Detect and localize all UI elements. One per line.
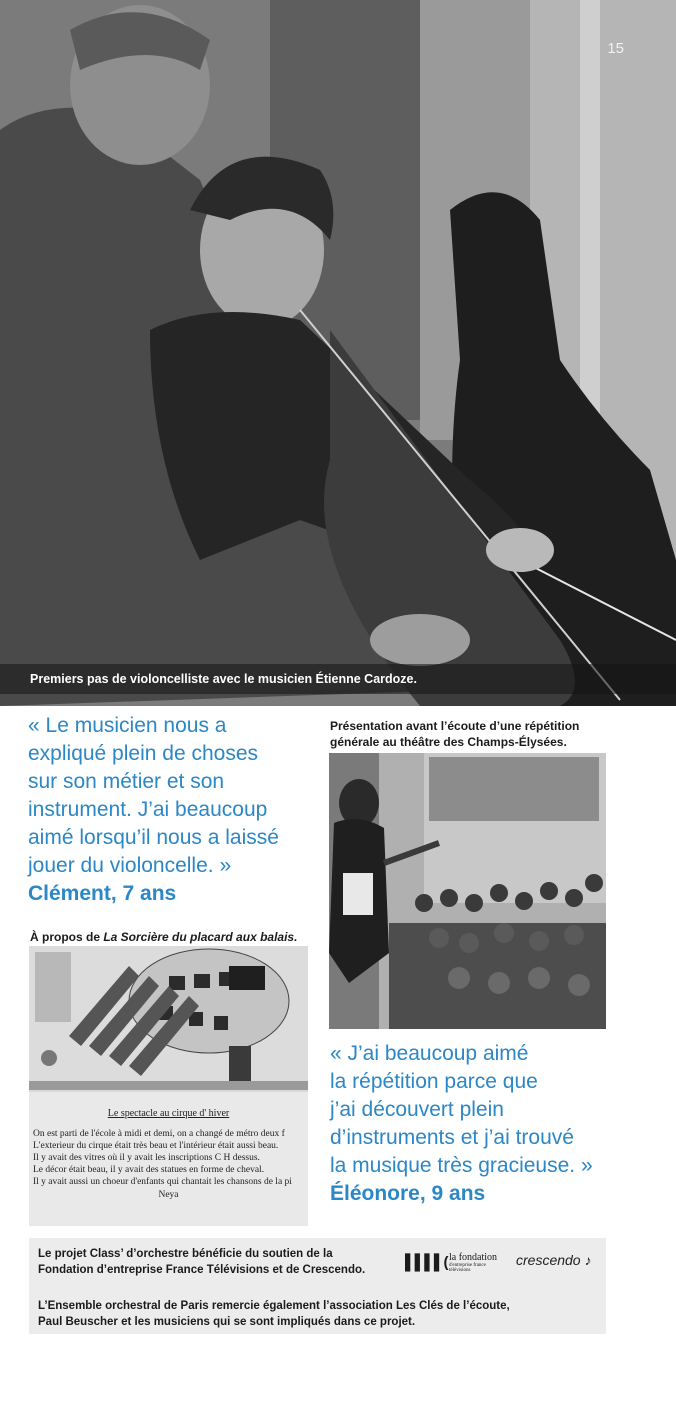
- quote-clement: [28, 712, 318, 908]
- caption-line: Présentation avant l’écoute d’une répétition: [330, 719, 580, 733]
- support-text: [38, 1246, 418, 1278]
- support-line: Fondation d’entreprise France Télévisions et de Crescendo.: [38, 1264, 366, 1276]
- quote-line: « Le musicien nous a: [28, 714, 227, 737]
- quote-line: sur son métier et son: [28, 770, 225, 793]
- concert-caption: [330, 718, 630, 750]
- france-televisions-logo: [405, 1252, 505, 1276]
- quote-author: Éléonore, 9 ans: [330, 1182, 486, 1205]
- quote-line: jouer du violoncelle. »: [28, 854, 232, 877]
- story-text: [29, 1092, 308, 1226]
- quote-line: instrument. J’ai beaucoup: [28, 798, 268, 821]
- quote-line: « J’ai beaucoup aimé: [330, 1042, 529, 1065]
- page-number: 15: [607, 40, 624, 57]
- caption-line: générale au théâtre des Champs-Élysées.: [330, 735, 567, 749]
- quote-author: Clément, 7 ans: [28, 882, 177, 905]
- ftv-logo-small: d'entreprise france télévisions: [449, 1263, 486, 1273]
- hero-caption: Premiers pas de violoncelliste avec le musicien Étienne Cardoze.: [0, 664, 676, 694]
- story-line: L'exterieur du cirque était très beau et l'intérieur était aussi beau.: [33, 1141, 279, 1151]
- rehearsal-photo: [329, 753, 606, 1029]
- caption-title: La Sorcière du placard aux balais.: [103, 930, 298, 944]
- sponsor-box: [29, 1238, 606, 1334]
- story-line: Il y avait aussi un choeur d'enfants qui chantait les chansons de la pi: [33, 1177, 292, 1187]
- quote-line: expliqué plein de choses: [28, 742, 258, 765]
- ftv-logo-text: [449, 1252, 505, 1273]
- story-line: Il y avait des vitres où il y avait les inscriptions C H dessus.: [33, 1153, 260, 1163]
- crescendo-logo: [516, 1252, 591, 1268]
- quote-line: la musique très gracieuse. »: [330, 1154, 593, 1177]
- thanks-line: Paul Beuscher et les musiciens qui se sont impliqués dans ce projet.: [38, 1316, 416, 1328]
- music-note-icon: ♪: [580, 1252, 592, 1268]
- caption-prefix: À propos de: [30, 930, 104, 944]
- crescendo-logo-text: crescendo: [516, 1252, 581, 1268]
- story-title: Le spectacle au cirque d' hiver: [107, 1108, 230, 1119]
- quote-line: aimé lorsqu’il nous a laissé: [28, 826, 279, 849]
- rehearsal-image: [329, 753, 606, 1029]
- drawing-caption: [30, 929, 320, 945]
- quote-line: d’instruments et j’ai trouvé: [330, 1126, 574, 1149]
- quote-eleonore: [330, 1040, 630, 1208]
- ftv-logo-name: la fondation: [449, 1252, 498, 1263]
- thanks-line: L’Ensemble orchestral de Paris remercie également l’association Les Clés de l’écoute,: [38, 1300, 510, 1312]
- story-line: Le décor était beau, il y avait des statues en forme de cheval.: [33, 1165, 265, 1175]
- support-line: Le projet Class’ d’orchestre bénéficie du soutien de la: [38, 1248, 333, 1260]
- story-signature: Neya: [158, 1190, 179, 1200]
- quote-line: la répétition parce que: [330, 1070, 538, 1093]
- thanks-text: [38, 1298, 598, 1330]
- ftv-bars-icon: ▌▌▌▌(: [405, 1254, 448, 1271]
- child-drawing: [29, 946, 308, 1226]
- drawing-image: [29, 946, 308, 1090]
- quote-line: j’ai découvert plein: [330, 1098, 504, 1121]
- story-line: On est parti de l'école à midi et demi, on a changé de métro deux f: [33, 1129, 285, 1139]
